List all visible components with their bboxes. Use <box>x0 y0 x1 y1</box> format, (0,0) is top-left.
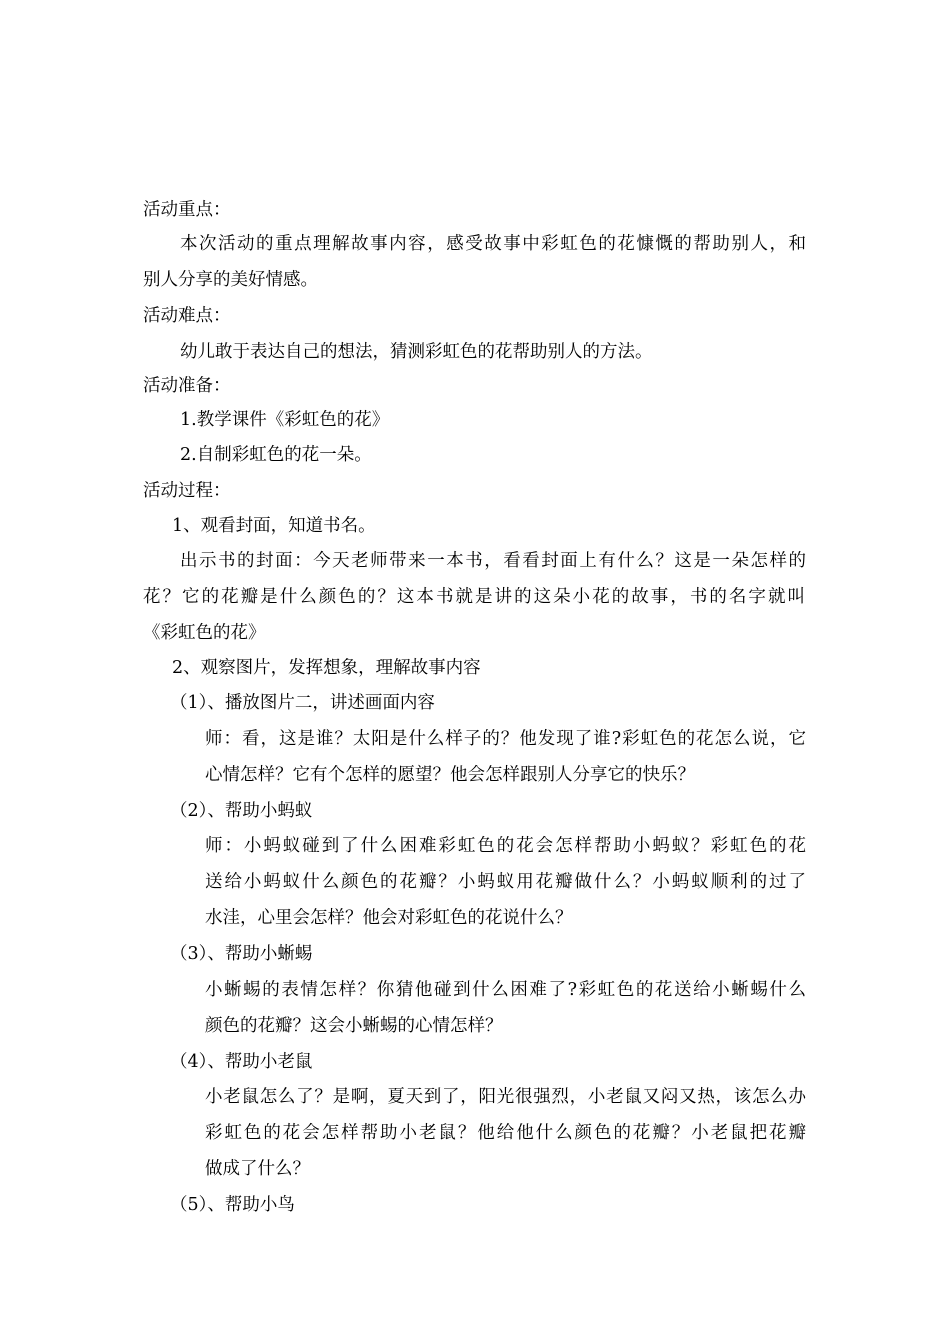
step-heading: 1、观看封面，知道书名。 <box>172 516 376 536</box>
paragraph-line: 水洼，心里会怎样？他会对彩虹色的花说什么？ <box>205 908 573 928</box>
paragraph-line: 颜色的花瓣？这会小蜥蜴的心情怎样？ <box>205 1016 503 1036</box>
paragraph-line: 送给小蚂蚁什么颜色的花瓣？小蚂蚁用花瓣做什么？小蚂蚁顺利的过了 <box>205 872 806 892</box>
paragraph-line: 师：小蚂蚁碰到了什么困难彩虹色的花会怎样帮助小蚂蚁？彩虹色的花 <box>205 836 806 856</box>
paragraph-line: 幼儿敢于表达自己的想法，猜测彩虹色的花帮助别人的方法。 <box>180 342 653 362</box>
heading-difficulties: 活动难点： <box>143 306 231 326</box>
sub-step-heading: （3）、帮助小蜥蜴 <box>170 944 313 964</box>
paragraph-line: 小蜥蜴的表情怎样？你猜他碰到什么困难了?彩虹色的花送给小蜥蜴什么 <box>205 980 806 1000</box>
paragraph-line: 本次活动的重点理解故事内容，感受故事中彩虹色的花慷慨的帮助别人，和 <box>180 234 806 254</box>
list-item: 1.教学课件《彩虹色的花》 <box>180 410 390 430</box>
paragraph-line: 心情怎样？它有个怎样的愿望？他会怎样跟别人分享它的快乐？ <box>205 765 695 785</box>
paragraph-line: 做成了什么？ <box>205 1159 310 1179</box>
sub-step-heading: （2）、帮助小蚂蚁 <box>170 801 313 821</box>
paragraph-line: 师：看，这是谁？太阳是什么样子的？他发现了谁?彩虹色的花怎么说，它 <box>205 729 806 749</box>
sub-step-heading: （5）、帮助小鸟 <box>170 1195 295 1215</box>
heading-process: 活动过程： <box>143 481 231 501</box>
paragraph-line: 《彩虹色的花》 <box>143 623 266 643</box>
paragraph-line: 出示书的封面：今天老师带来一本书，看看封面上有什么？这是一朵怎样的 <box>180 551 806 571</box>
list-item: 2.自制彩虹色的花一朵。 <box>180 445 372 465</box>
step-heading: 2、观察图片，发挥想象，理解故事内容 <box>172 658 481 678</box>
paragraph-line: 花？它的花瓣是什么颜色的？这本书就是讲的这朵小花的故事，书的名字就叫 <box>143 587 805 607</box>
heading-preparation: 活动准备： <box>143 376 231 396</box>
paragraph-line: 彩虹色的花会怎样帮助小老鼠？他给他什么颜色的花瓣？小老鼠把花瓣 <box>205 1123 806 1143</box>
paragraph-line: 小老鼠怎么了？是啊，夏天到了，阳光很强烈，小老鼠又闷又热，该怎么办 <box>205 1087 806 1107</box>
sub-step-heading: （4）、帮助小老鼠 <box>170 1052 313 1072</box>
paragraph-line: 别人分享的美好情感。 <box>143 270 318 290</box>
sub-step-heading: （1）、播放图片二，讲述画面内容 <box>170 693 435 713</box>
heading-key-points: 活动重点： <box>143 200 231 220</box>
